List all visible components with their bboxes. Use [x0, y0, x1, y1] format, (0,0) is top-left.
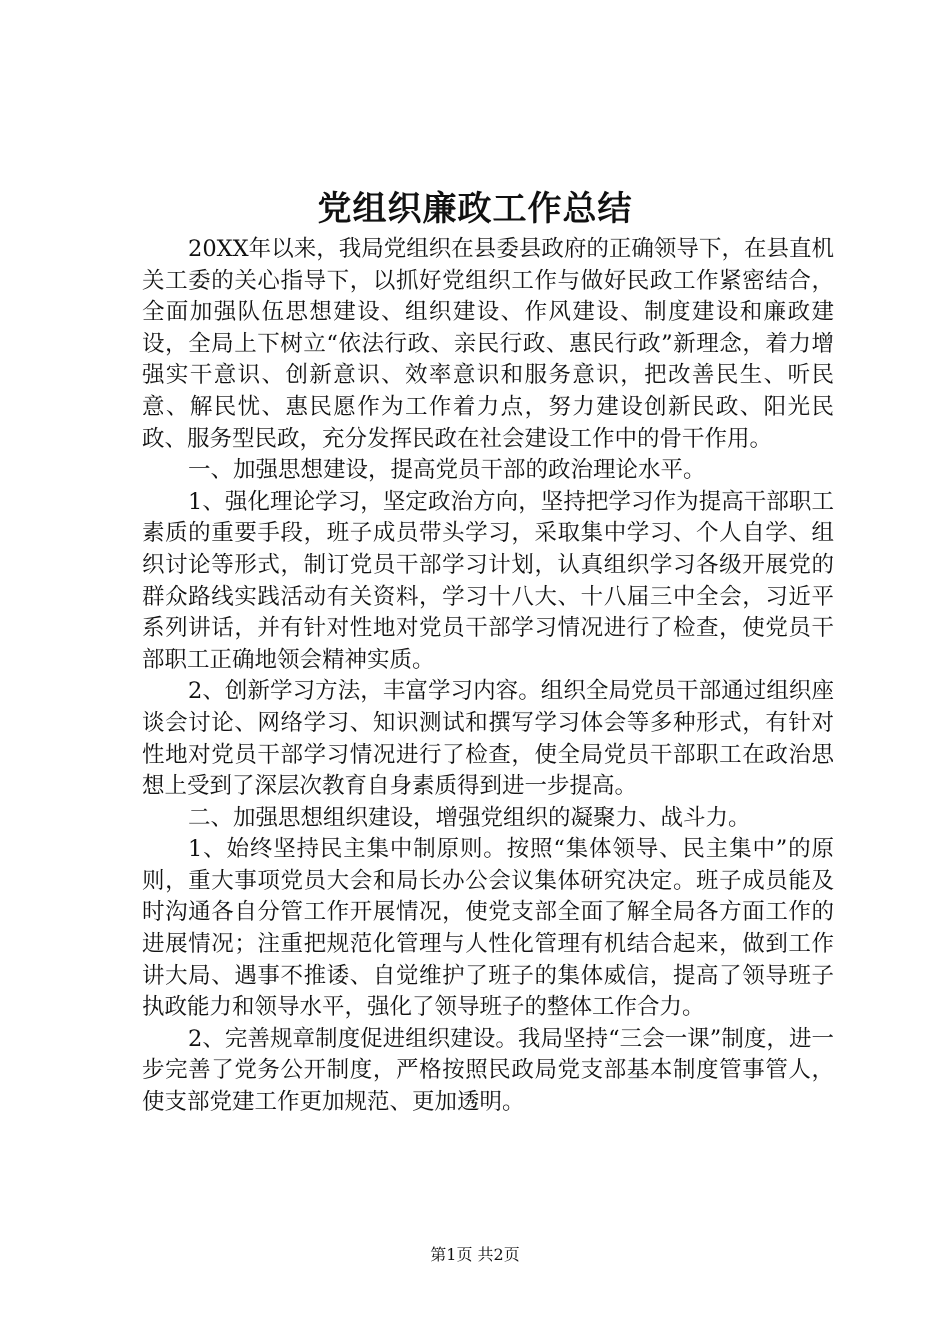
- document-title: 党组织廉政工作总结: [317, 189, 633, 229]
- section-heading-2: 二、加强思想组织建设，增强党组织的凝聚力、战斗力。: [188, 804, 751, 831]
- paragraph-1-1: 1、强化理论学习，坚定政治方向，坚持把学习作为提高干部职工素质的重要手段，班子成员带头学习，采取集中学习、个人自学、组织讨论等形式，制订党员干部学习计划，认真组织学习各级开展党的群众路线实践活动有关资料，学习十八大、十八届三中全会，习近平系列讲话，并有针对性地对党员干部学习情况进行了检查，使党员干部职工正确地领会精神实质。: [142, 488, 834, 673]
- document-body: [142, 234, 834, 1119]
- paragraph-2-1: 1、始终坚持民主集中制原则。按照“集体领导、民主集中”的原则，重大事项党员大会和局长办公会议集体研究决定。班子成员能及时沟通各自分管工作开展情况，使党支部全面了解全局各方面工作的进展情况；注重把规范化管理与人性化管理有机结合起来，做到工作讲大局、遇事不推诿、自觉维护了班子的集体威信，提高了领导班子执政能力和领导水平，强化了领导班子的整体工作合力。: [142, 836, 834, 1021]
- paragraph-1-2: 2、创新学习方法，丰富学习内容。组织全局党员干部通过组织座谈会讨论、网络学习、知识测试和撰写学习体会等多种形式，有针对性地对党员干部学习情况进行了检查，使全局党员干部职工在政治思想上受到了深层次教育自身素质得到进一步提高。: [142, 678, 834, 800]
- page-footer: 第1页 共2页: [430, 1245, 520, 1264]
- section-heading-1: 一、加强思想建设，提高党员干部的政治理论水平。: [188, 457, 706, 484]
- paragraph-2-2: 2、完善规章制度促进组织建设。我局坚持“三会一课”制度，进一步完善了党务公开制度，严格按照民政局党支部基本制度管事管人，使支部党建工作更加规范、更加透明。: [142, 1025, 834, 1116]
- intro-paragraph: 20XX年以来，我局党组织在县委县政府的正确领导下，在县直机关工委的关心指导下，以抓好党组织工作与做好民政工作紧密结合，全面加强队伍思想建设、组织建设、作风建设、制度建设和廉政建设，全局上下树立“依法行政、亲民行政、惠民行政”新理念，着力增强实干意识、创新意识、效率意识和服务意识，把改善民生、听民意、解民忧、惠民愿作为工作着力点，努力建设创新民政、阳光民政、服务型民政，充分发挥民政在社会建设工作中的骨干作用。: [142, 236, 834, 452]
